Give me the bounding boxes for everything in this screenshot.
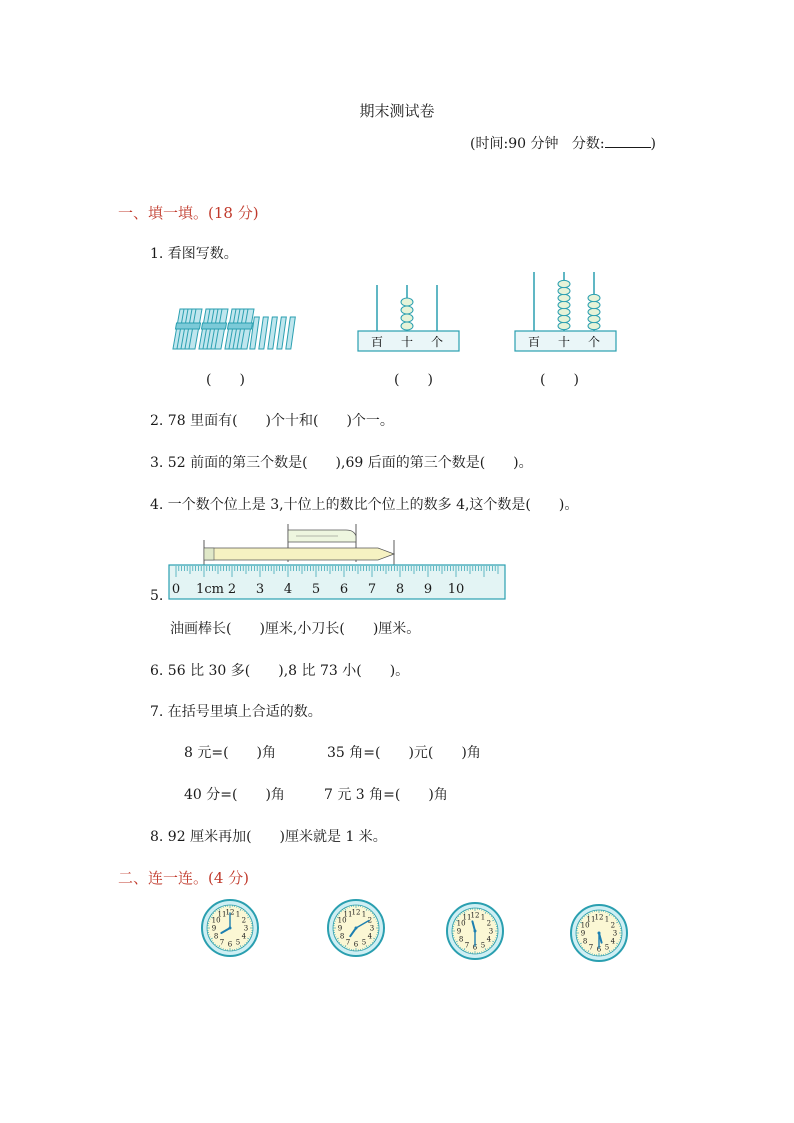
clock-center: [355, 927, 358, 930]
score-blank[interactable]: [605, 135, 651, 148]
clock-number: 9: [456, 927, 462, 936]
time-unit: 分钟: [530, 136, 559, 152]
clock-number: 3: [243, 924, 249, 933]
exam-info: [470, 133, 656, 153]
clock-center: [229, 927, 232, 930]
abacus-figure-2: [514, 272, 619, 355]
clock-number: 7: [219, 938, 225, 947]
clock-number: 12: [594, 913, 604, 922]
single-sticks: [250, 317, 295, 349]
clock-number: 1: [361, 910, 367, 919]
clock-number: 3: [369, 924, 375, 933]
stick-bundle: [198, 309, 229, 349]
q6-text: 6. 56 比 30 多( ),8 比 73 小( )。: [150, 663, 410, 679]
ruler-label: 9: [423, 582, 433, 597]
q8-text: 8. 92 厘米再加( )厘米就是 1 米。: [150, 829, 387, 845]
clock-number: 12: [351, 908, 361, 917]
clock-number: 1: [604, 915, 610, 924]
abacus-figure-1: [357, 285, 462, 355]
q4-text: 4. 一个数个位上是 3,十位上的数比个位上的数多 4,这个数是( )。: [150, 497, 579, 513]
abacus-label: 百: [527, 335, 541, 349]
clock-number: 11: [586, 915, 596, 924]
clock-number: 6: [227, 940, 233, 949]
section2-heading: 二、连一连。(4 分): [118, 869, 250, 887]
crayon: [204, 540, 394, 566]
clock-number: 9: [337, 924, 343, 933]
clock-number: 2: [610, 921, 616, 930]
clock-number: 12: [225, 908, 235, 917]
q7-row1-a: 8 元=( )角: [184, 745, 277, 761]
clock-number: 12: [470, 911, 480, 920]
clock-number: 2: [241, 916, 247, 925]
clock-number: 4: [241, 932, 247, 941]
clock-icon[interactable]: [200, 898, 260, 958]
clock-number: 4: [367, 932, 373, 941]
clock-number: 8: [582, 937, 588, 946]
abacus-label: 百: [370, 335, 384, 349]
clock-number: 8: [458, 935, 464, 944]
q1-answer-1[interactable]: ( ): [206, 372, 245, 388]
clock-icon[interactable]: [445, 901, 505, 961]
clock-number: 6: [353, 940, 359, 949]
abacus-label: 十: [557, 335, 571, 349]
ruler-figure: [168, 522, 508, 602]
clock-number: 8: [213, 932, 219, 941]
clock-number: 11: [343, 910, 353, 919]
q3-text: 3. 52 前面的第三个数是( ),69 后面的第三个数是( )。: [150, 455, 533, 471]
clock-number: 3: [612, 929, 618, 938]
clock-center: [598, 932, 601, 935]
clock-number: 5: [235, 938, 241, 947]
clock-number: 9: [211, 924, 217, 933]
clock-number: 5: [604, 943, 610, 952]
clock-number: 1: [480, 913, 486, 922]
clock-number: 6: [472, 943, 478, 952]
ruler-label: 1cm: [196, 582, 224, 597]
section1-heading: 一、填一填。(18 分): [118, 204, 259, 222]
clock-number: 7: [345, 938, 351, 947]
score-label: 分数:: [571, 136, 605, 152]
clock-number: 7: [588, 943, 594, 952]
time-value: 90: [508, 136, 527, 152]
q1-answer-2[interactable]: ( ): [394, 372, 433, 388]
ruler-label: 10: [447, 582, 465, 597]
clock-number: 11: [462, 913, 472, 922]
clock-number: 10: [580, 921, 590, 930]
q1-answer-3[interactable]: ( ): [540, 372, 579, 388]
clock-center: [474, 930, 477, 933]
stick-bundle: [172, 309, 203, 349]
q1-label: 1. 看图写数。: [150, 246, 238, 262]
q2-text: 2. 78 里面有( )个十和( )个一。: [150, 413, 394, 429]
q5-text: 油画棒长( )厘米,小刀长( )厘米。: [170, 621, 421, 637]
ruler-label: 0: [171, 582, 181, 597]
q7-row2-a: 40 分=( )角: [184, 787, 285, 803]
clock-number: 2: [486, 919, 492, 928]
ruler-label: 8: [395, 582, 405, 597]
clock-icon[interactable]: [326, 898, 386, 958]
clock-number: 9: [580, 929, 586, 938]
clock-icon[interactable]: [569, 903, 629, 963]
clock-number: 3: [488, 927, 494, 936]
ruler-label: 7: [367, 582, 377, 597]
clock-number: 2: [367, 916, 373, 925]
stick-bundles-figure: [172, 305, 307, 355]
ruler-label: 3: [255, 582, 265, 597]
q7-row1-b: 35 角=( )元( )角: [327, 745, 481, 761]
page-title: 期末测试卷: [359, 102, 435, 120]
q7-row2-b: 7 元 3 角=( )角: [324, 787, 448, 803]
ruler-label: 2: [227, 582, 237, 597]
clock-number: 6: [596, 945, 602, 954]
clock-number: 7: [464, 941, 470, 950]
info-suffix: ): [650, 136, 657, 152]
q7-label: 7. 在括号里填上合适的数。: [150, 704, 322, 720]
info-prefix: (时间:: [470, 136, 509, 152]
q5-number: 5.: [150, 588, 164, 604]
clock-number: 8: [339, 932, 345, 941]
ruler-label: 6: [339, 582, 349, 597]
clock-number: 1: [235, 910, 241, 919]
clock-number: 10: [337, 916, 347, 925]
ruler-label: 5: [311, 582, 321, 597]
abacus-label: 个: [587, 335, 601, 349]
clock-number: 5: [480, 941, 486, 950]
clock-number: 11: [217, 910, 227, 919]
clock-number: 10: [211, 916, 221, 925]
clock-number: 4: [486, 935, 492, 944]
abacus-label: 个: [430, 335, 444, 349]
ruler-label: 4: [283, 582, 293, 597]
clock-number: 10: [456, 919, 466, 928]
clock-number: 4: [610, 937, 616, 946]
abacus-label: 十: [400, 335, 414, 349]
clock-number: 5: [361, 938, 367, 947]
